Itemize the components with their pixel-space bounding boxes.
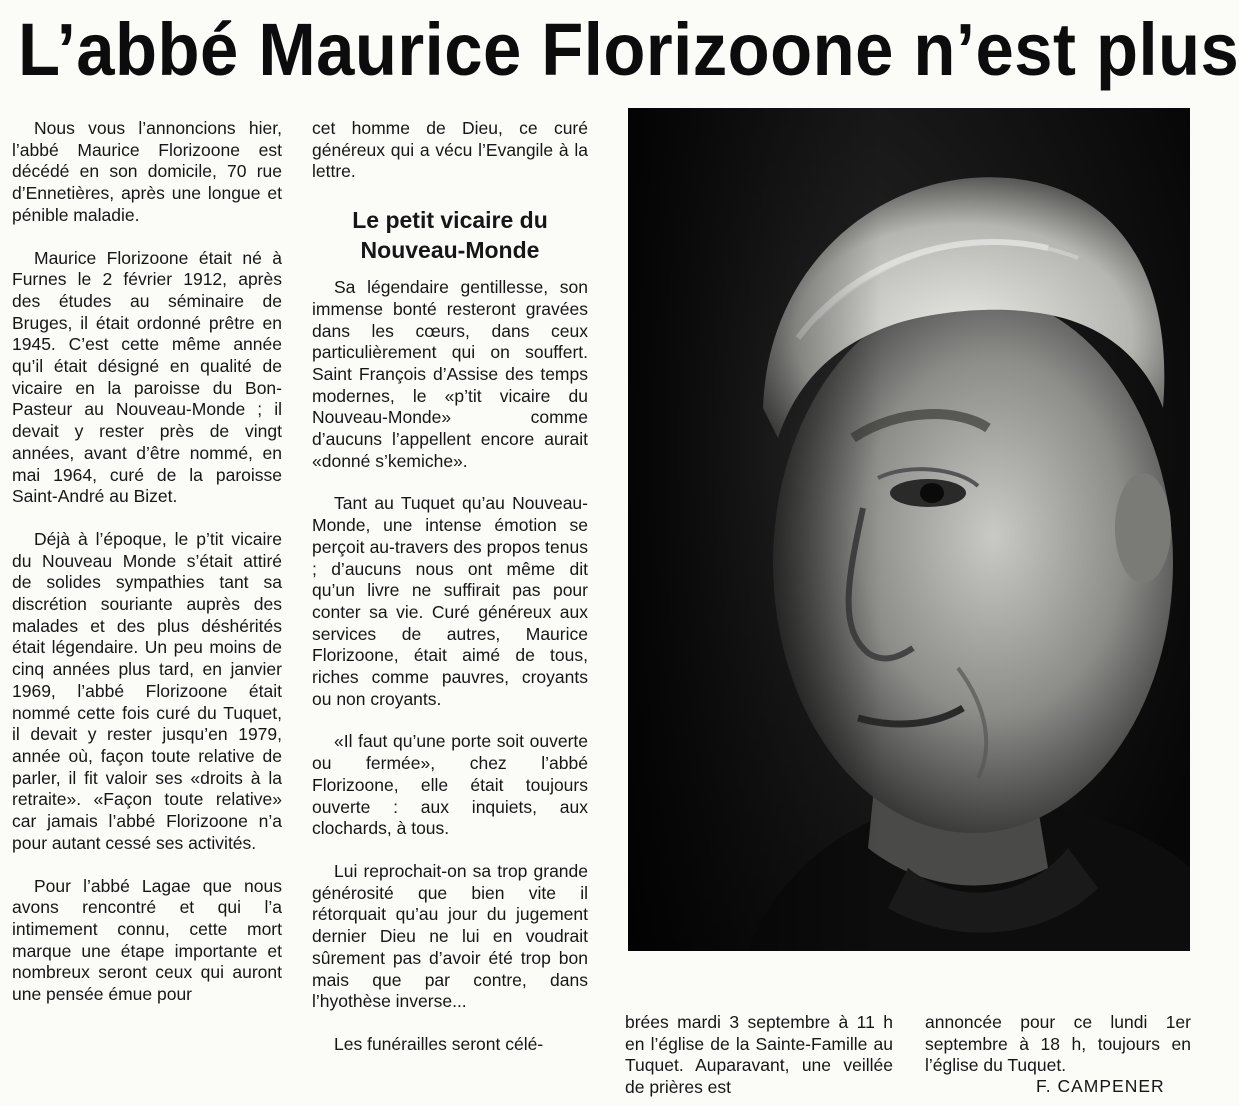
paragraph: Lui reprochait-on sa trop grande générosité que bien vite il rétorquait qu’au jour du jugement dernier Dieu ne lui en voudrait sûrement pas d’avoir été trop bon mais que par contre, dans l’hyothèse inverse...	[312, 860, 588, 1012]
paragraph: Tant au Tuquet qu’au Nouveau-Monde, une intense émotion se perçoit au-travers des propos tenus ; d’aucuns nous ont même dit qu’un livre ne suffirait pas pour conter sa vie. Curé généreux aux services de autres, Maurice Florizoone, était aimé de tous, riches comme pauvres, croyants ou non croyants.	[312, 493, 588, 709]
article-column-4	[925, 1012, 1191, 1077]
article-column-2	[312, 118, 588, 1077]
paragraph: cet homme de Dieu, ce curé généreux qui a vécu l’Evangile à la lettre.	[312, 118, 588, 182]
paragraph: annoncée pour ce lundi 1er septembre à 18 h, toujours en l’église du Tuquet.	[925, 1012, 1191, 1076]
paragraph: Pour l’abbé Lagae que nous avons rencontré et qui l’a intimement connu, cette mort marque une étape importante et nombreux seront ceux qui auront une pensée émue pour	[12, 875, 282, 1005]
paragraph: Maurice Florizoone était né à Furnes le 2 février 1912, après des études au séminaire de Bruges, il était ordonné prêtre en 1945. C’est cette même année qu’il était désigné en qualité de vicaire en la paroisse du Bon-Pasteur au Nouveau-Monde ; il devait y rester près de vingt années, avant d’être nommé, en mai 1964, curé de la paroisse Saint-André au Bizet.	[12, 247, 282, 507]
subheading: Le petit vicaire du Nouveau-Monde	[352, 207, 548, 264]
portrait-illustration	[628, 108, 1190, 951]
paragraph: brées mardi 3 septembre à 11 h en l’église de la Sainte-Famille au Tuquet. Auparavant, une veillée de prières est	[625, 1012, 893, 1098]
paragraph: Déjà à l’époque, le p’tit vicaire du Nouveau Monde s’était attiré de solides sympathies tant sa discrétion souriante auprès des malades et des plus déshérités était légendaire. Un peu moins de cinq années plus tard, en janvier 1969, l’abbé Florizoone était nommé cette fois curé du Tuquet, il devait y rester jusqu’en 1979, année où, façon toute relative de parler, il fit valoir ses «droits à la retraite». «Façon toute relative» car jamais l’abbé Florizoone n’a pour autant cessé ses activités.	[12, 528, 282, 853]
paragraph: Sa légendaire gentillesse, son immense bonté resteront gravées dans les cœurs, dans ceux particulièrement qui on souffert. Saint François d’Assise des temps modernes, le «p’tit vicaire du Nouveau-Monde» comme d’aucuns l’appellent encore aurait «donné s’kemiche».	[312, 277, 588, 471]
portrait-photo	[628, 108, 1190, 951]
article-column-3	[625, 1012, 893, 1099]
paragraph: «Il faut qu’une porte soit ouverte ou fermée», chez l’abbé Florizoone, elle était toujours ouverte : aux inquiets, aux clochards, à tous.	[312, 731, 588, 839]
byline: F. CAMPENER	[1036, 1076, 1165, 1096]
paragraph: Nous vous l’annoncions hier, l’abbé Maurice Florizoone est décédé en son domicile, 70 rue d’Ennetières, après une longue et pénible maladie.	[12, 118, 282, 225]
headline: L’abbé Maurice Florizoone n’est plus	[18, 8, 1239, 91]
paragraph: Les funérailles seront célé-	[334, 1033, 544, 1054]
article-column-1	[12, 118, 282, 1027]
